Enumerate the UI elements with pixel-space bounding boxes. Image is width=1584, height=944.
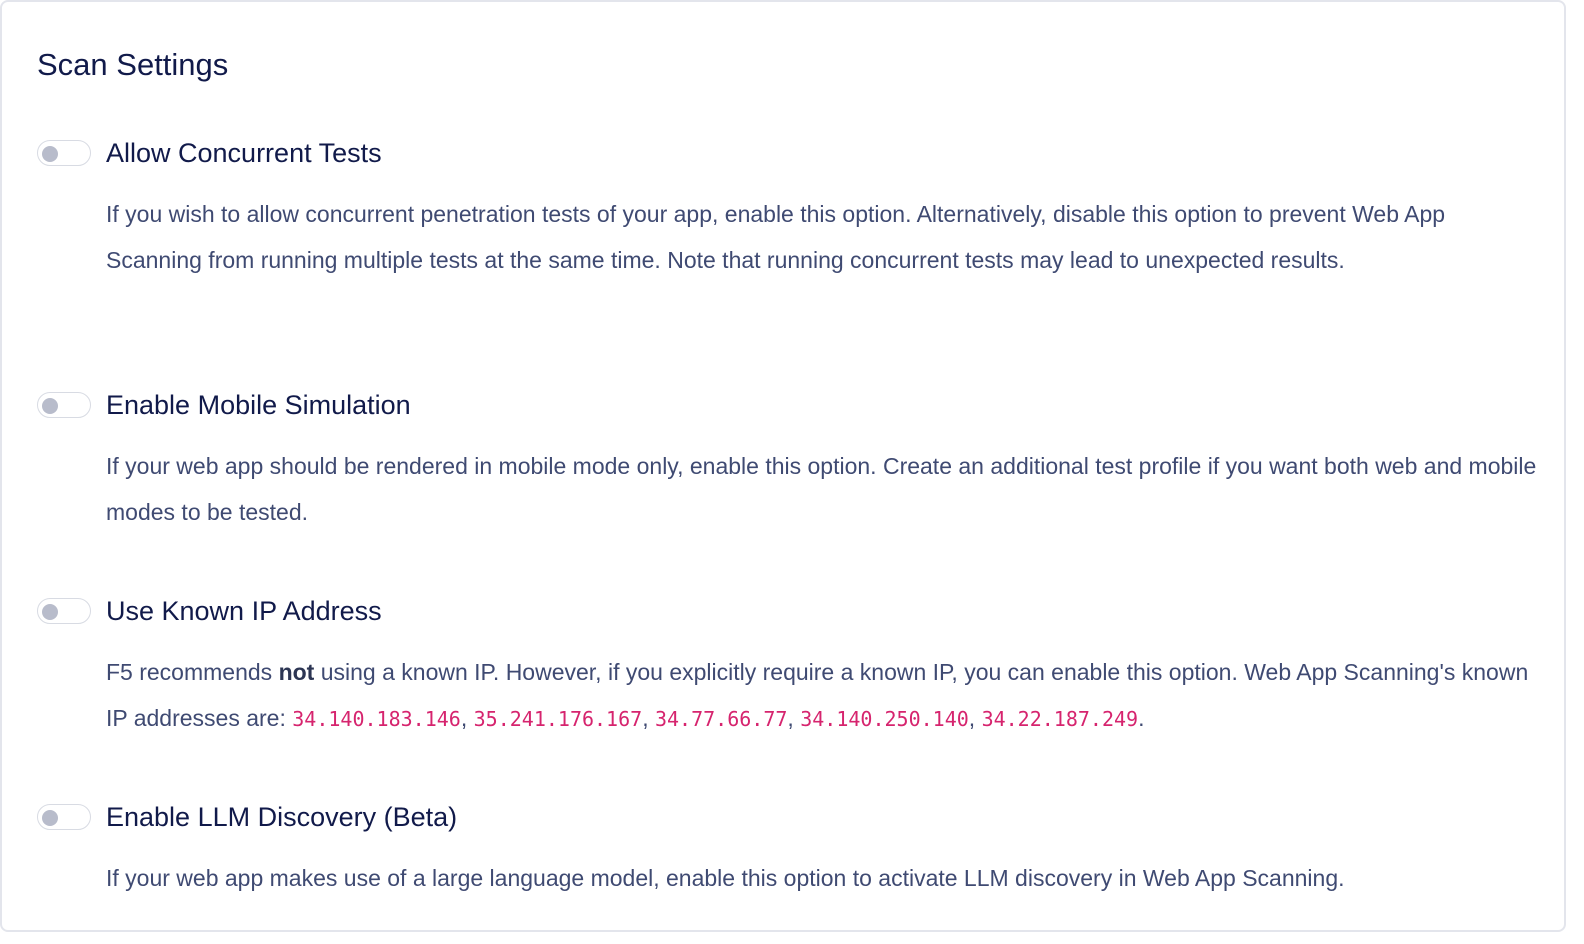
- section-title: Scan Settings: [37, 47, 229, 82]
- enable-llm-discovery-toggle[interactable]: [37, 804, 91, 830]
- ip-address-code: 34.77.66.77: [654, 707, 788, 731]
- enable-llm-discovery-description: If your web app makes use of a large language model, enable this option to activate LLM discovery in Web App Scanning.: [106, 865, 1345, 891]
- ip-separator: ,: [460, 705, 474, 731]
- toggle-knob: [42, 146, 58, 162]
- desc-text-middle: using a known IP. However, if you explicitly require a known IP, you can enable this option. Web App Scanning's known IP addresses are:: [106, 659, 1529, 731]
- enable-mobile-simulation-description: If your web app should be rendered in mobile mode only, enable this option. Create an additional test profile if you want both web and mobile modes to be tested.: [106, 453, 1537, 525]
- toggle-knob: [42, 604, 58, 620]
- allow-concurrent-tests-description: If you wish to allow concurrent penetration tests of your app, enable this option. Alternatively, disable this option to prevent Web App Scanning from running multiple tests at the same time. Note that running concurrent tests may lead to unexpected results.: [106, 201, 1446, 273]
- ip-separator: ,: [787, 705, 801, 731]
- ip-address-code: 35.241.176.167: [473, 707, 643, 731]
- ip-separator: ,: [642, 705, 655, 731]
- allow-concurrent-tests-label[interactable]: Allow Concurrent Tests: [106, 138, 382, 168]
- ip-address-code: 34.140.183.146: [292, 707, 461, 731]
- use-known-ip-address-toggle[interactable]: [37, 598, 91, 624]
- use-known-ip-address-description: [106, 649, 1546, 742]
- desc-text-suffix: .: [1138, 705, 1145, 731]
- use-known-ip-address-label[interactable]: Use Known IP Address: [106, 596, 382, 626]
- ip-separator: ,: [968, 705, 982, 731]
- ip-address-code: 34.140.250.140: [800, 707, 969, 731]
- allow-concurrent-tests-toggle[interactable]: [37, 140, 91, 166]
- toggle-knob: [42, 810, 58, 826]
- toggle-knob: [42, 398, 58, 414]
- enable-mobile-simulation-label[interactable]: Enable Mobile Simulation: [106, 390, 411, 420]
- ip-address-code: 34.22.187.249: [981, 707, 1139, 731]
- desc-text-bold: not: [278, 659, 315, 685]
- enable-mobile-simulation-toggle[interactable]: [37, 392, 91, 418]
- enable-llm-discovery-label[interactable]: Enable LLM Discovery (Beta): [106, 802, 458, 832]
- desc-text-prefix: F5 recommends: [106, 659, 279, 685]
